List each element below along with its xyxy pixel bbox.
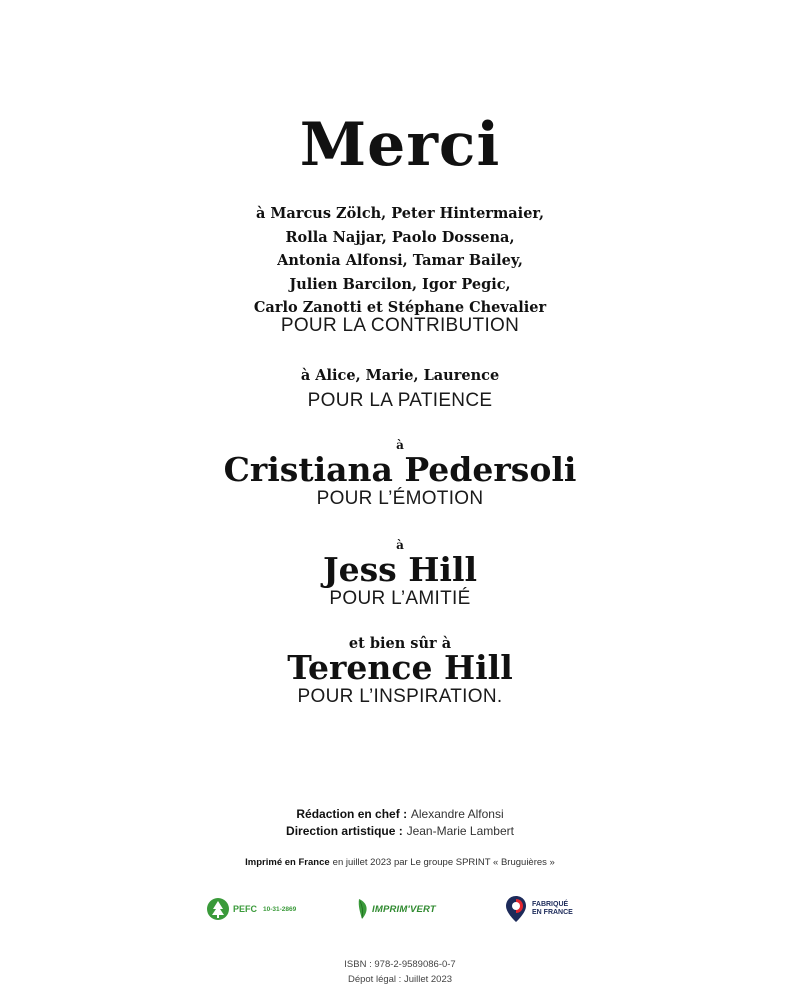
fabrique-line1: FABRIQUÉ <box>532 901 569 908</box>
depot-legal: Dépot légal : Juillet 2023 <box>347 974 453 985</box>
leaf-icon <box>356 897 370 921</box>
printing-label: Imprimé en France <box>245 857 330 868</box>
contributors-line: Julien Barcilon, Igor Pegic, <box>289 275 511 293</box>
contributors-line: Antonia Alfonsi, Tamar Bailey, <box>277 252 523 269</box>
credit-art-label: Direction artistique : <box>286 824 403 838</box>
contributors-line: à Marcus Zölch, Peter Hintermaier, <box>255 205 545 222</box>
contributors-line: Carlo Zanotti et Stéphane Chevalier <box>253 299 547 316</box>
map-pin-icon <box>505 895 527 923</box>
credit-editor-name: Alexandre Alfonsi <box>410 807 504 821</box>
credits-block <box>0 806 800 840</box>
credit-art-director <box>0 823 800 840</box>
inspiration-prefix: et bien sûr à <box>348 635 452 652</box>
legal-info <box>0 957 800 987</box>
pefc-tree-icon <box>206 897 230 921</box>
imprimvert-label: IMPRIM'VERT <box>372 903 436 915</box>
isbn: ISBN : 978-2-9589086-0-7 <box>344 959 456 970</box>
pefc-logo <box>206 897 296 921</box>
pefc-code: 10-31-2869 <box>263 905 297 913</box>
credit-editor-label: Rédaction en chef : <box>296 807 408 821</box>
imprimvert-logo <box>356 896 436 922</box>
inspiration-name: Terence Hill <box>287 648 513 687</box>
page-title: Merci <box>299 110 501 180</box>
credit-editor <box>0 806 800 823</box>
contributors-list <box>0 202 800 320</box>
inspiration-caption: POUR L’INSPIRATION. <box>297 686 503 707</box>
fabrique-line2: EN FRANCE <box>532 909 573 916</box>
emotion-caption: POUR L’ÉMOTION <box>316 488 484 509</box>
fabrique-en-france-logo <box>505 895 573 923</box>
contribution-caption: POUR LA CONTRIBUTION <box>280 315 520 336</box>
credit-art-name: Jean-Marie Lambert <box>406 824 514 838</box>
amitie-caption: POUR L’AMITIÉ <box>329 588 471 609</box>
patience-names: à Alice, Marie, Laurence <box>300 367 500 384</box>
emotion-name: Cristiana Pedersoli <box>223 450 577 489</box>
pefc-label: PEFC <box>233 904 258 914</box>
patience-caption: POUR LA PATIENCE <box>307 390 493 411</box>
printing-info <box>0 856 800 870</box>
amitie-name: Jess Hill <box>322 550 478 589</box>
fabrique-text <box>527 901 573 917</box>
amitie-prefix: à <box>396 538 404 552</box>
printing-text: en juillet 2023 par Le groupe SPRINT « Bruguières » <box>332 857 555 868</box>
contributors-line: Rolla Najjar, Paolo Dossena, <box>285 228 515 246</box>
emotion-prefix: à <box>396 438 404 452</box>
